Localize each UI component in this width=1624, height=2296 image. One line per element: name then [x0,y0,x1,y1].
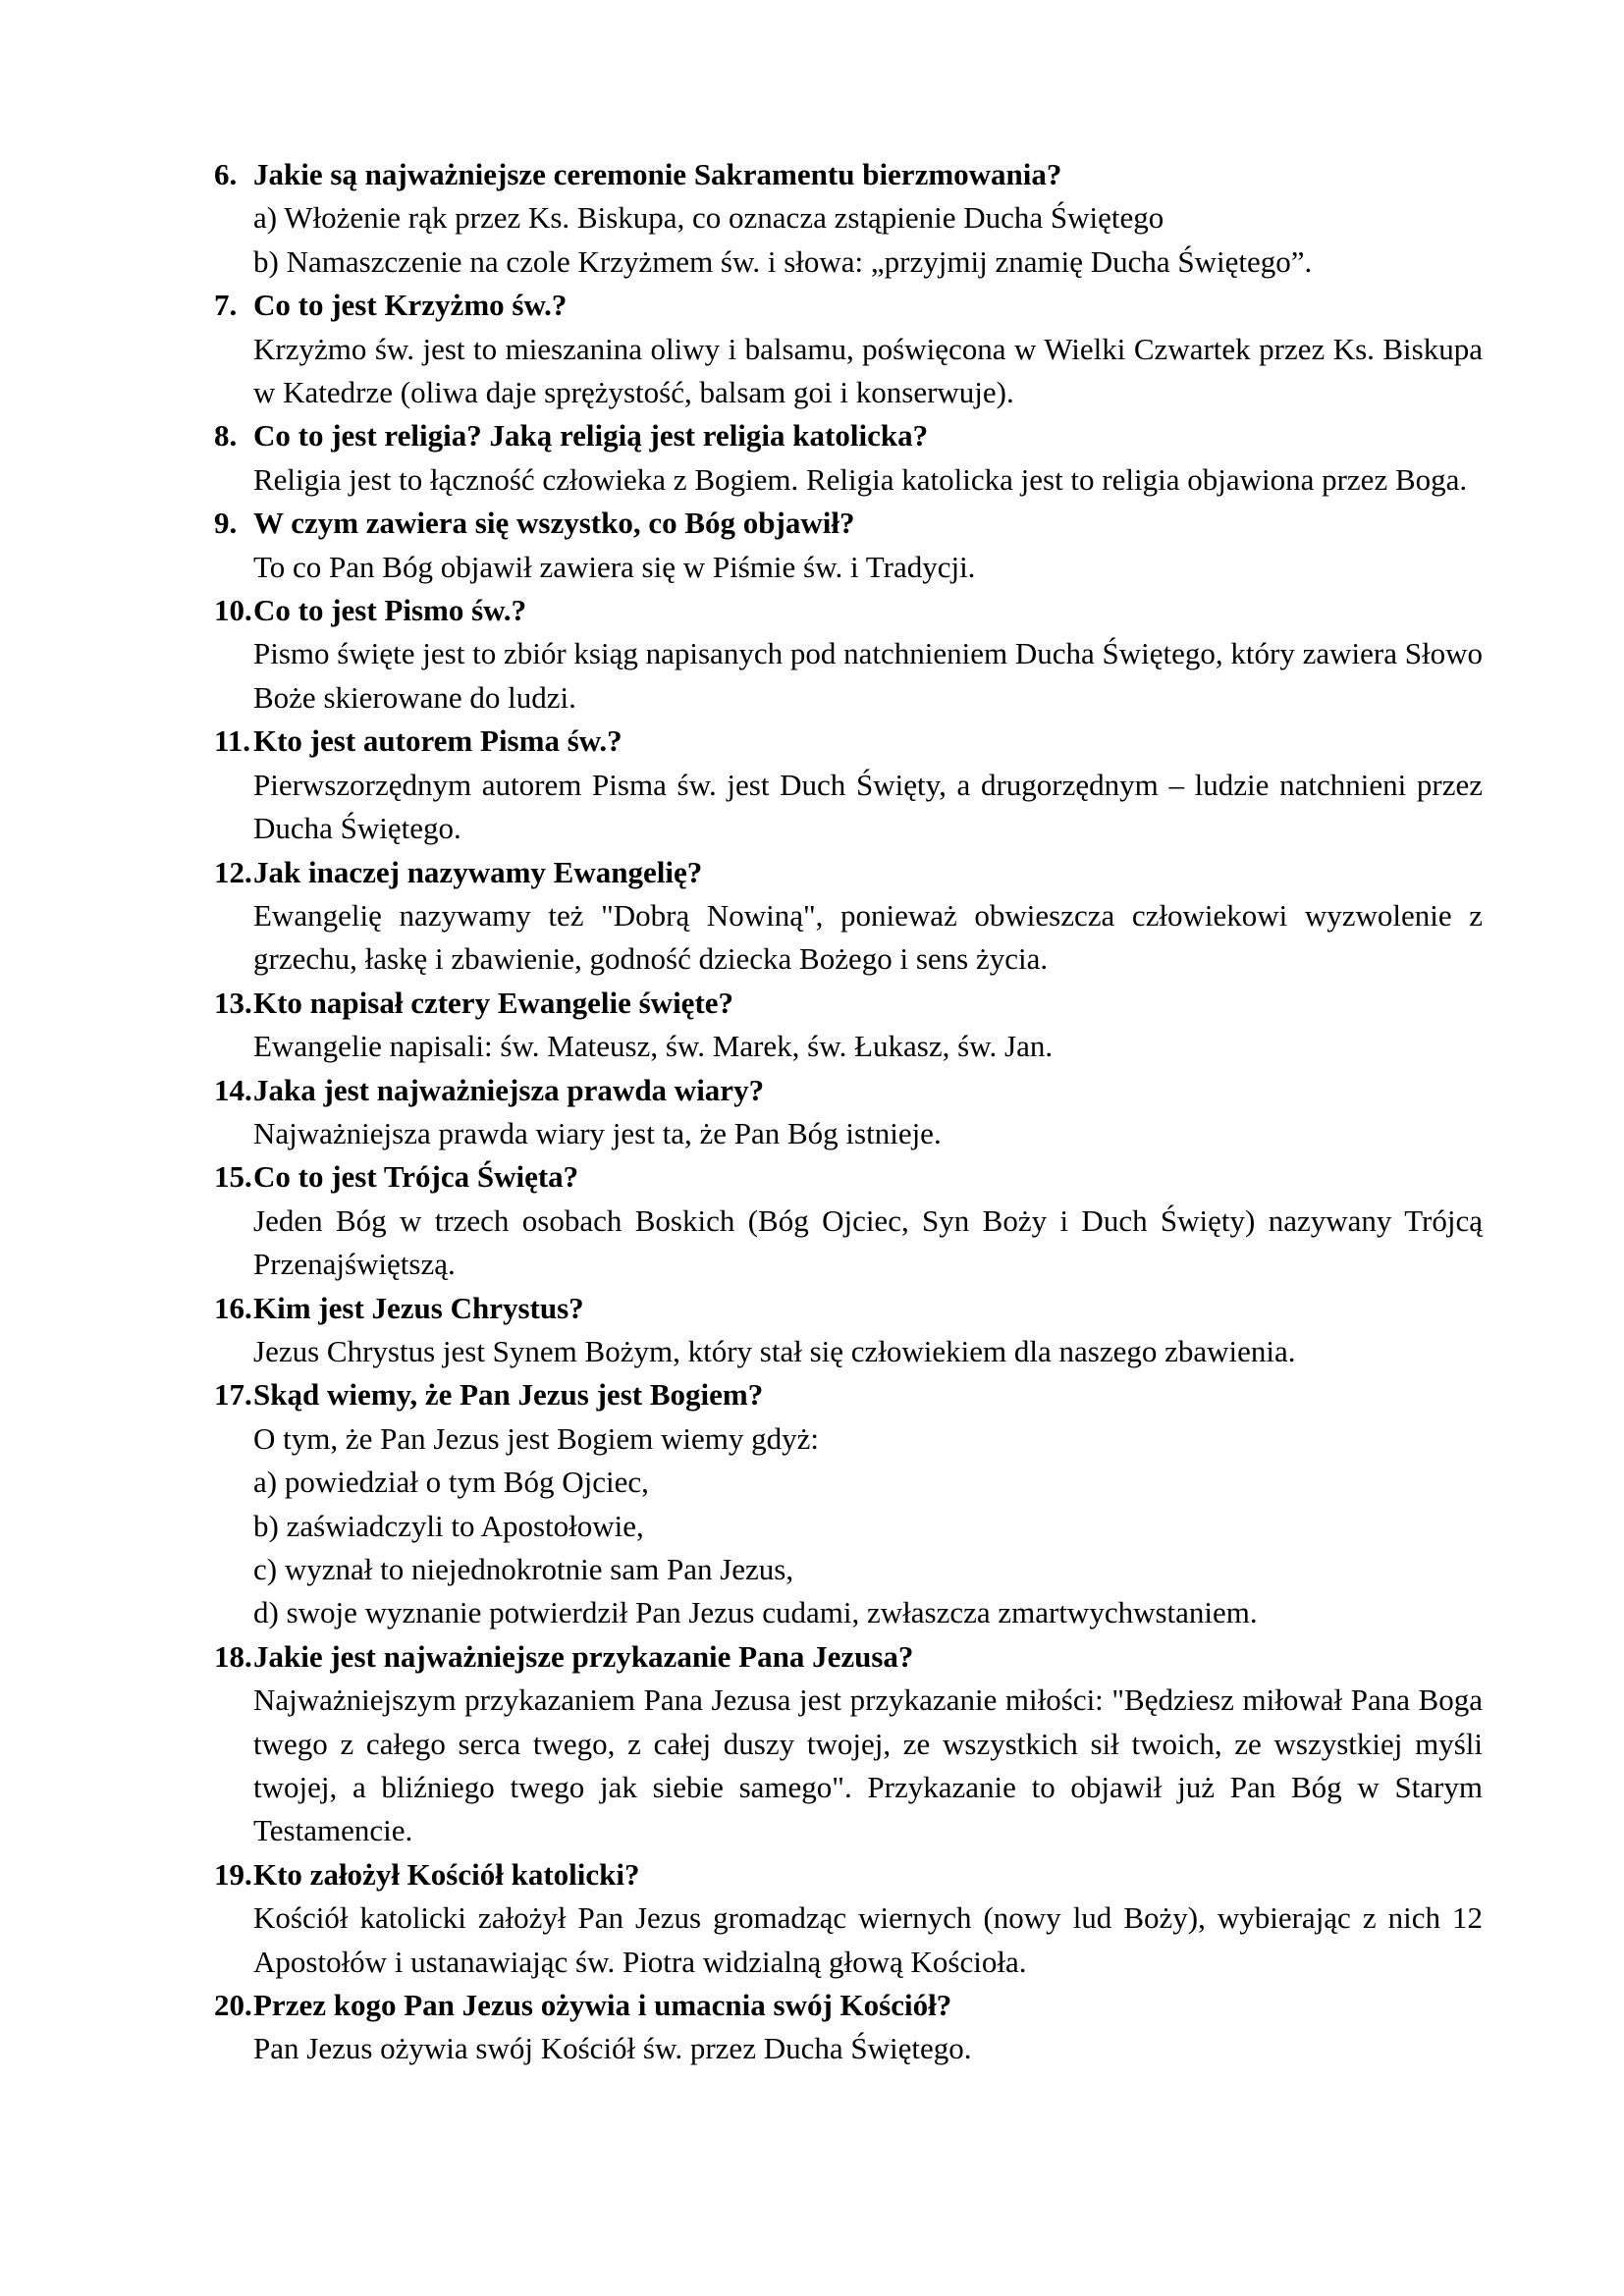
answer-text: Najważniejsza prawda wiary jest ta, że Pan Bóg istnieje. [253,1115,942,1150]
answer-text: Pierwszorzędnym autorem Pisma św. jest Duch Święty, a drugorzędnym – ludzie natchnieni przez Ducha Świętego. [253,767,1483,846]
answer-text: Kościół katolicki założył Pan Jezus gromadząc wiernych (nowy lud Boży), wybierając z nich 12 Apostołów i ustanawiając św. Piotra widzialną głową Kościoła. [253,1900,1483,1979]
question-text: Jak inaczej nazywamy Ewangelię? [253,854,703,889]
question-number: 11. [214,723,251,759]
list-item [214,1373,1483,1634]
answer-text: To co Pan Bóg objawił zawiera się w Piśmie św. i Tradycji. [253,549,976,584]
list-item [214,1635,1483,1853]
question-text: Jakie jest najważniejsze przykazanie Pana Jezusa? [253,1638,914,1674]
question [214,1069,1483,1112]
answer-line: O tym, że Pan Jezus jest Bogiem wiemy gdyż: [253,1420,819,1456]
question-number: 17. [214,1377,252,1413]
question-number: 8. [214,418,238,454]
document-page [214,153,1483,2071]
question [214,720,1483,763]
question [214,1853,1483,1896]
question-number: 18. [214,1638,252,1674]
question-text: Skąd wiemy, że Pan Jezus jest Bogiem? [253,1377,764,1413]
list-item [214,851,1483,982]
list-item [214,1984,1483,2071]
question-number: 6. [214,157,238,191]
question-text: W czym zawiera się wszystko, co Bóg objawił? [253,506,855,541]
answer-line: b) zaświadczyli to Apostołowie, [253,1508,644,1543]
answer-text: Pismo święte jest to zbiór ksiąg napisanych pod natchnieniem Ducha Świętego, który zawiera Słowo Boże skierowane do ludzi. [253,636,1483,715]
answer-text: Jeden Bóg w trzech osobach Boskich (Bóg Ojciec, Syn Boży i Duch Święty) nazywany Trójcą Przenajświętszą. [253,1202,1483,1282]
question-number: 15. [214,1159,252,1195]
question-text: Co to jest Krzyżmo św.? [253,288,568,323]
list-item [214,1069,1483,1156]
question [214,982,1483,1025]
question [214,589,1483,632]
list-item [214,153,1483,284]
question [214,1155,1483,1199]
question [214,502,1483,545]
question [214,851,1483,894]
answer-text: Krzyżmo św. jest to mieszanina oliwy i balsamu, poświęcona w Wielki Czwartek przez Ks. Biskupa w Katedrze (oliwa daje sprężystość, balsam goi i konserwuje). [253,331,1483,410]
question [214,284,1483,327]
answer-line: a) powiedział o tym Bóg Ojciec, [253,1465,649,1500]
list-item [214,1853,1483,1984]
question-text: Co to jest Trójca Święta? [253,1159,579,1195]
answer-text: Pan Jezus ożywia swój Kościół św. przez Ducha Świętego. [253,2031,972,2066]
answer-text: Najważniejszym przykazaniem Pana Jezusa jest przykazanie miłości: "Będziesz miłował Pana Boga twego z całego serca twego, z całej duszy twojej, ze wszystkich sił twoich, ze wszystkiej myśli twojej, a bliźniego twego jak siebie samego". Przykazanie to objawił już Pan Bóg w Starym Testamencie. [253,1682,1483,1848]
question [214,1287,1483,1330]
question-text: Jakie są najważniejsze ceremonie Sakramentu bierzmowania? [253,157,1062,191]
question [214,1635,1483,1679]
question-number: 16. [214,1290,252,1325]
question-text: Jaka jest najważniejsza prawda wiary? [253,1072,765,1107]
question [214,1984,1483,2027]
question-text: Kto napisał cztery Ewangelie święte? [253,985,734,1020]
question-number: 12. [214,854,252,889]
question-number: 14. [214,1072,252,1107]
question-text: Co to jest Pismo św.? [253,593,527,628]
list-item [214,982,1483,1069]
question-text: Co to jest religia? Jaką religią jest religia katolicka? [253,418,929,454]
answer-line: b) Namaszczenie na czole Krzyżmem św. i słowa: „przyjmij znamię Ducha Świętego”. [253,243,1313,279]
question-number: 19. [214,1856,252,1892]
list-item [214,502,1483,589]
list-item [214,1287,1483,1374]
question-text: Przez kogo Pan Jezus ożywia i umacnia swój Kościół? [253,1988,952,2023]
list-item [214,589,1483,720]
answer-line: c) wyznał to niejednokrotnie sam Pan Jezus, [253,1552,794,1586]
list-item [214,414,1483,502]
list-item [214,720,1483,850]
answer-line: d) swoje wyznanie potwierdził Pan Jezus cudami, zwłaszcza zmartwychwstaniem. [253,1595,1258,1630]
answer-text: Ewangelię nazywamy też "Dobrą Nowiną", ponieważ obwieszcza człowiekowi wyzwolenie z grzechu, łaskę i zbawienie, godność dziecka Bożego i sens życia. [253,897,1483,977]
list-item [214,1155,1483,1286]
question-text: Kim jest Jezus Chrystus? [253,1290,584,1325]
question [214,414,1483,457]
question [214,153,1483,196]
list-item [214,284,1483,414]
question-text: Kto jest autorem Pisma św.? [253,723,623,759]
answer-text: Ewangelie napisali: św. Mateusz, św. Marek, św. Łukasz, św. Jan. [253,1029,1054,1064]
question-number: 7. [214,288,238,323]
answer-text: Jezus Chrystus jest Synem Bożym, który stał się człowiekiem dla naszego zbawienia. [253,1333,1296,1368]
answer-line: a) Włożenie rąk przez Ks. Biskupa, co oznacza zstąpienie Ducha Świętego [253,200,1164,236]
question [214,1373,1483,1416]
question-number: 20. [214,1988,252,2023]
question-text: Kto założył Kościół katolicki? [253,1856,640,1892]
question-number: 10. [214,593,252,628]
answer-text: Religia jest to łączność człowieka z Bogiem. Religia katolicka jest to religia objawiona przez Boga. [253,461,1468,497]
question-number: 9. [214,506,238,541]
question-number: 13. [214,985,252,1020]
